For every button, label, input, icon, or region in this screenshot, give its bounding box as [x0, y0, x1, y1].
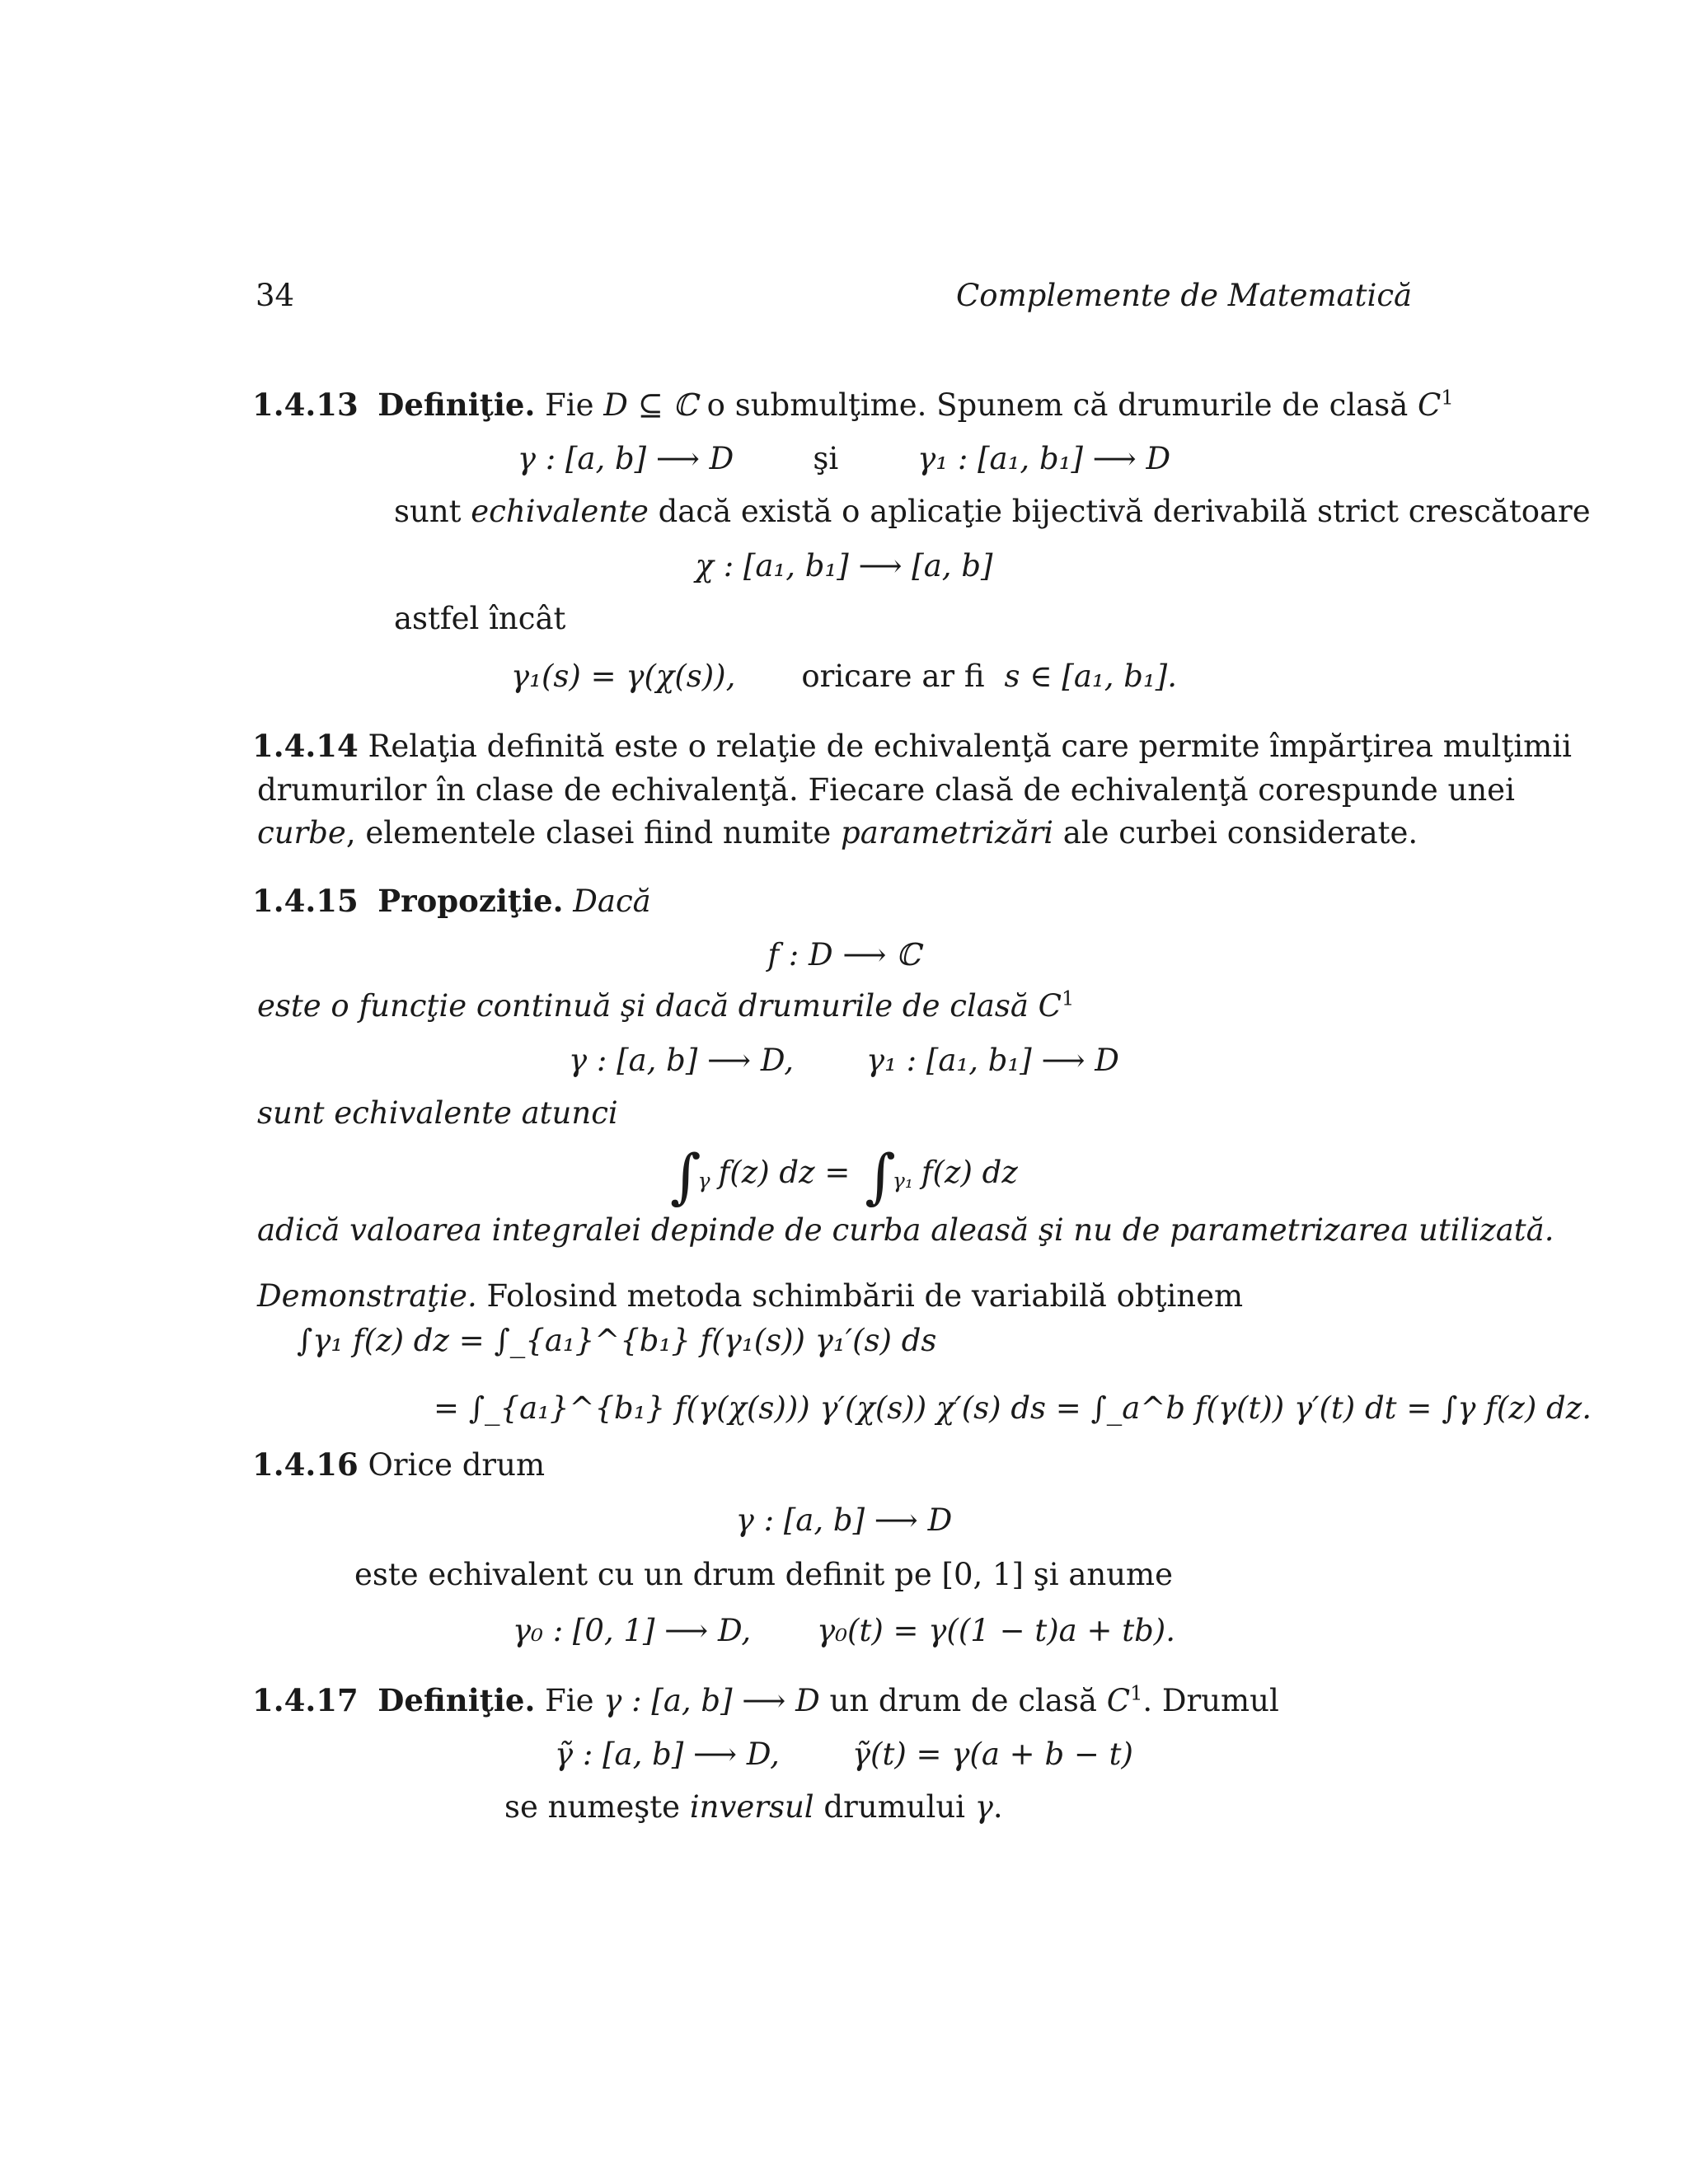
- emphasis: curbe: [257, 815, 346, 851]
- text: dacă există o aplicaţie bijectivă derivabilă strict crescătoare: [648, 494, 1591, 529]
- item-number: 1.4.17: [252, 1682, 359, 1718]
- text: se numeşte: [504, 1789, 690, 1825]
- text: Relaţia definită este o relaţie de echivalenţă care permite împărţirea mulţimii: [358, 729, 1572, 764]
- math: γ₁ : [a₁, b₁] ⟶ D: [865, 1043, 1119, 1078]
- remark-1-4-14: [252, 727, 1572, 766]
- paragraph-line: astfel încât: [394, 601, 566, 636]
- math: γ₀ : [0, 1] ⟶ D,: [513, 1613, 752, 1648]
- paragraph-line: [394, 493, 1591, 531]
- math: s ∈ [a₁, b₁].: [1004, 658, 1177, 694]
- display-equation: [0, 1612, 1688, 1650]
- text: . Drumul: [1142, 1683, 1279, 1718]
- text: Fie: [545, 387, 604, 423]
- item-number: 1.4.14: [252, 728, 359, 764]
- math: γ̃ : [a, b] ⟶ D,: [555, 1736, 780, 1772]
- superscript: 1: [1061, 987, 1075, 1010]
- item-kind: Definiţie.: [377, 1682, 536, 1718]
- paragraph-line: [504, 1788, 1003, 1826]
- item-number: 1.4.13: [252, 387, 359, 423]
- proof-heading: [257, 1277, 1243, 1315]
- math: γ : [a, b] ⟶ D: [517, 441, 734, 476]
- math-inline: γ: [974, 1789, 993, 1825]
- text: este o funcţie continuă şi dacă drumurile de clasă: [257, 988, 1039, 1024]
- text: Orice drum: [358, 1447, 546, 1483]
- display-equation: f : D ⟶ ℂ: [767, 937, 921, 972]
- math-inline: C: [1418, 387, 1442, 423]
- math: γ₁ : [a₁, b₁] ⟶ D: [917, 441, 1171, 476]
- text: Fie: [545, 1683, 604, 1718]
- display-equation: [0, 658, 1688, 696]
- text: .: [992, 1789, 1003, 1825]
- proof-equation-line-1: ∫γ₁ f(z) dz = ∫_{a₁}^{b₁} f(γ₁(s)) γ₁′(s) ds: [297, 1323, 937, 1358]
- text: o submulţime. Spunem că drumurile de clasă: [696, 387, 1418, 423]
- proof-equation-line-2: = ∫_{a₁}^{b₁} f(γ(χ(s))) γ′(χ(s)) χ′(s) ds = ∫_a^b f(γ(t)) γ′(t) dt = ∫γ f(z) dz.: [434, 1390, 1592, 1426]
- paragraph-line: este echivalent cu un drum definit pe [0, 1] şi anume: [354, 1557, 1174, 1592]
- definition-1-4-13-heading: [252, 386, 1454, 424]
- definition-1-4-17-heading: [252, 1681, 1279, 1720]
- superscript: 1: [1130, 1681, 1143, 1705]
- display-equation: [0, 1042, 1688, 1080]
- display-equation: [0, 440, 1688, 478]
- math: γ₀(t) = γ((1 − t)a + tb).: [817, 1613, 1175, 1648]
- math-inline: C: [1038, 988, 1062, 1024]
- item-kind: Propoziţie.: [377, 883, 564, 919]
- integral-sign: ∫: [865, 1141, 896, 1211]
- math-inline: C: [1106, 1683, 1131, 1718]
- proposition-1-4-15-heading: [252, 882, 651, 921]
- text: oricare ar fi: [801, 658, 985, 694]
- item-number: 1.4.15: [252, 883, 359, 919]
- integral-subscript: γ₁: [892, 1169, 913, 1193]
- math-inline: γ : [a, b] ⟶ D: [603, 1683, 820, 1718]
- display-equation: χ : [a₁, b₁] ⟶ [a, b]: [695, 548, 993, 583]
- text: un drum de clasă: [819, 1683, 1107, 1718]
- math: γ₁(s) = γ(χ(s)),: [511, 658, 736, 694]
- math: f(z) dz: [921, 1155, 1018, 1190]
- text: , elementele clasei fiind numite: [345, 815, 842, 851]
- emphasis: echivalente: [471, 494, 649, 529]
- text: şi: [813, 441, 839, 476]
- math: γ̃(t) = γ(a + b − t): [851, 1736, 1133, 1772]
- display-equation: [0, 1736, 1688, 1774]
- paragraph-line: [257, 814, 1418, 852]
- emphasis: parametrizări: [841, 815, 1053, 851]
- text: Dacă: [573, 883, 651, 919]
- integral-subscript: γ: [697, 1169, 710, 1193]
- paragraph-line: [257, 987, 1074, 1025]
- math: γ : [a, b] ⟶ D,: [569, 1043, 794, 1078]
- paragraph-line: sunt echivalente atunci: [257, 1095, 618, 1131]
- integral-equation: [0, 1136, 1688, 1210]
- proof-label: Demonstraţie.: [257, 1278, 477, 1314]
- remark-1-4-16: [252, 1446, 545, 1484]
- text: sunt: [394, 494, 471, 529]
- running-title: Complemente de Matematică: [956, 278, 1413, 313]
- item-kind: Definiţie.: [377, 387, 536, 423]
- paragraph-line: adică valoarea integralei depinde de curba aleasă şi nu de parametrizarea utilizată.: [257, 1212, 1554, 1248]
- page-number: 34: [256, 278, 295, 313]
- math: f(z) dz =: [718, 1155, 851, 1190]
- text: ale curbei considerate.: [1053, 815, 1418, 851]
- paragraph-line: drumurilor în clase de echivalenţă. Fiecare clasă de echivalenţă corespunde unei: [257, 772, 1515, 808]
- text: Folosind metoda schimbării de variabilă obţinem: [476, 1278, 1244, 1314]
- text: drumului: [814, 1789, 975, 1825]
- math-inline: D ⊆ ℂ: [603, 387, 697, 423]
- item-number: 1.4.16: [252, 1446, 359, 1483]
- emphasis: inversul: [689, 1789, 814, 1825]
- display-equation: γ : [a, b] ⟶ D: [735, 1502, 953, 1538]
- integral-sign: ∫: [670, 1141, 701, 1211]
- superscript: 1: [1441, 386, 1454, 410]
